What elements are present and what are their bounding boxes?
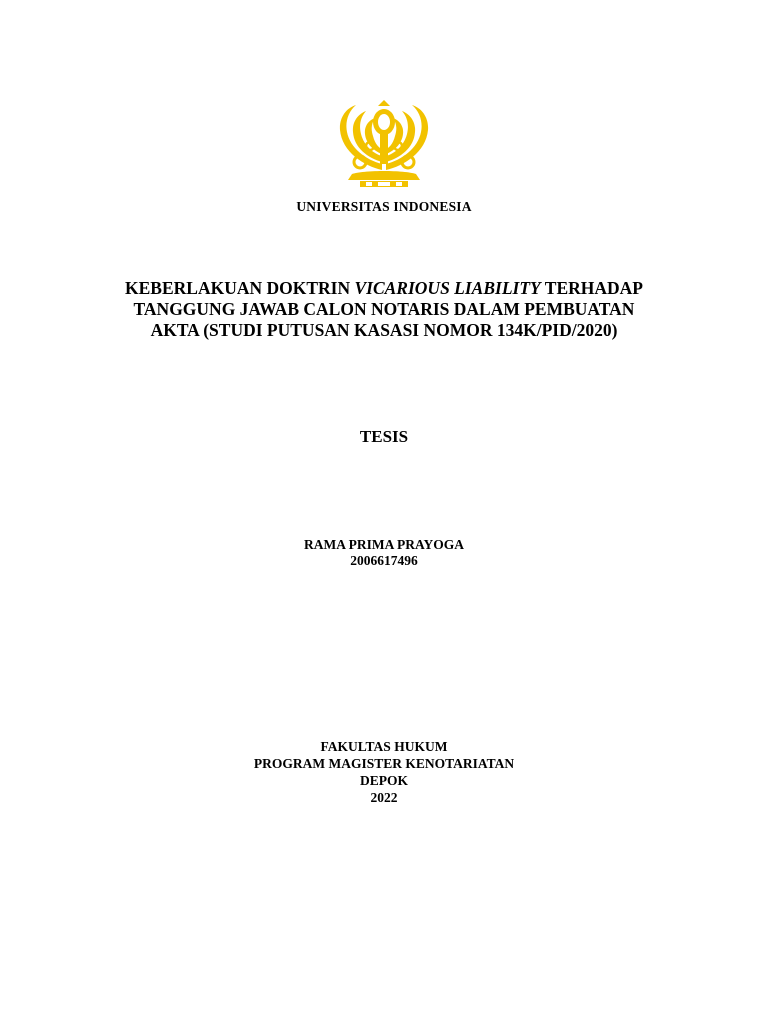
document-type: TESIS xyxy=(359,427,409,446)
year: 2022 xyxy=(370,790,398,805)
university-name: UNIVERSITAS INDONESIA xyxy=(296,199,472,214)
thesis-title-line-3: AKTA (STUDI PUTUSAN KASASI NOMOR 134K/PID/2020) xyxy=(150,320,618,340)
makara-ui-logo-icon xyxy=(334,100,434,192)
title-line-1-italic: VICARIOUS LIABILITY xyxy=(354,278,541,298)
title-line-1-suffix: TERHADAP xyxy=(540,278,643,298)
student-id: 2006617496 xyxy=(350,553,418,568)
author-block xyxy=(0,537,768,569)
institution-block xyxy=(0,738,768,806)
thesis-title-line-2: TANGGUNG JAWAB CALON NOTARIS DALAM PEMBUATAN xyxy=(133,299,635,319)
faculty-name: FAKULTAS HUKUM xyxy=(320,739,448,754)
title-line-1-prefix: KEBERLAKUAN DOKTRIN xyxy=(125,278,355,298)
city-name: DEPOK xyxy=(359,773,408,788)
thesis-title xyxy=(0,278,768,341)
program-name: PROGRAM MAGISTER KENOTARIATAN xyxy=(253,756,515,771)
thesis-title-line-1 xyxy=(0,278,768,299)
author-name: RAMA PRIMA PRAYOGA xyxy=(304,537,464,552)
